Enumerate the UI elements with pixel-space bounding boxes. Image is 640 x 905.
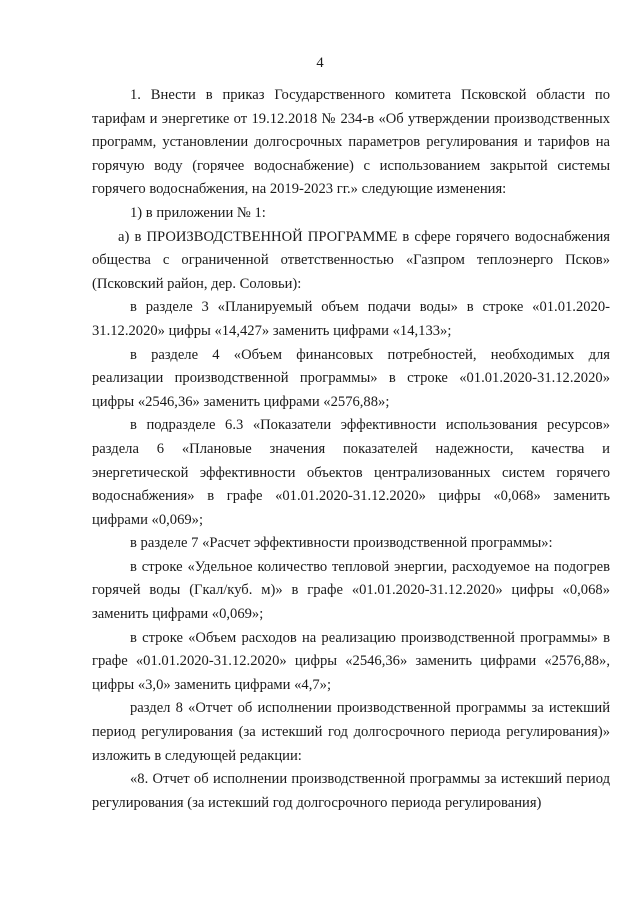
paragraph-specific-heat: в строке «Удельное количество тепловой энергии, расходуемое на подогрев горячей воды (Гкал/куб. м)» в графе «01.01.2020-31.12.2020» цифры «0,068» заменить цифрами «0,069»; <box>92 558 610 623</box>
paragraph-expenses: в строке «Объем расходов на реализацию производственной программы» в графе «01.01.2020-31.12.2020» цифры «2546,36» заменить цифрами «2576,88», цифры «3,0» заменить цифрами «4,7»; <box>92 629 610 693</box>
paragraph-section-8: раздел 8 «Отчет об исполнении производственной программы за истекший период регулирования (за истекший год долгосрочного периода регулирования)» изложить в следующей редакции: <box>92 700 610 764</box>
paragraph-section-3: в разделе 3 «Планируемый объем подачи воды» в строке «01.01.2020-31.12.2020» цифры «14,427» заменить цифрами «14,133»; <box>92 299 610 339</box>
paragraph-production-program: а) в ПРОИЗВОДСТВЕННОЙ ПРОГРАММЕ в сфере горячего водоснабжения общества с ограниченной ответственностью «Газпром теплоэнерго Псков» (Псковский район, дер. Соловьи): <box>92 228 610 292</box>
page-number: 4 <box>316 55 324 71</box>
paragraph-appendix-1: 1) в приложении № 1: <box>130 204 266 221</box>
document-body <box>92 84 610 815</box>
paragraph-section-7: в разделе 7 «Расчет эффективности производственной программы»: <box>130 535 553 552</box>
paragraph-subsection-6-3: в подразделе 6.3 «Показатели эффективности использования ресурсов» раздела 6 «Плановые значения показателей надежности, качества и энергетической эффективности объектов централизованных систем горячего водоснабжения» в графе «01.01.2020-31.12.2020» цифры «0,068» заменить цифрами «0,069»; <box>92 417 610 528</box>
paragraph-section-4: в разделе 4 «Объем финансовых потребностей, необходимых для реализации производственной программы» в строке «01.01.2020-31.12.2020» цифры «2546,36» заменить цифрами «2576,88»; <box>92 346 610 410</box>
paragraph-item-1: 1. Внести в приказ Государственного комитета Псковской области по тарифам и энергетике от 19.12.2018 № 234-в «Об утверждении производственных программ, установлении долгосрочных параметров регулирования и тарифов на горячую воду (горячее водоснабжение) с использованием закрытой системы горячего водоснабжения, на 2019-2023 гг.» следующие изменения: <box>92 87 610 198</box>
paragraph-section-8-heading: «8. Отчет об исполнении производственной программы за истекший период регулирования (за истекший год долгосрочного периода регулирования) <box>92 771 610 811</box>
